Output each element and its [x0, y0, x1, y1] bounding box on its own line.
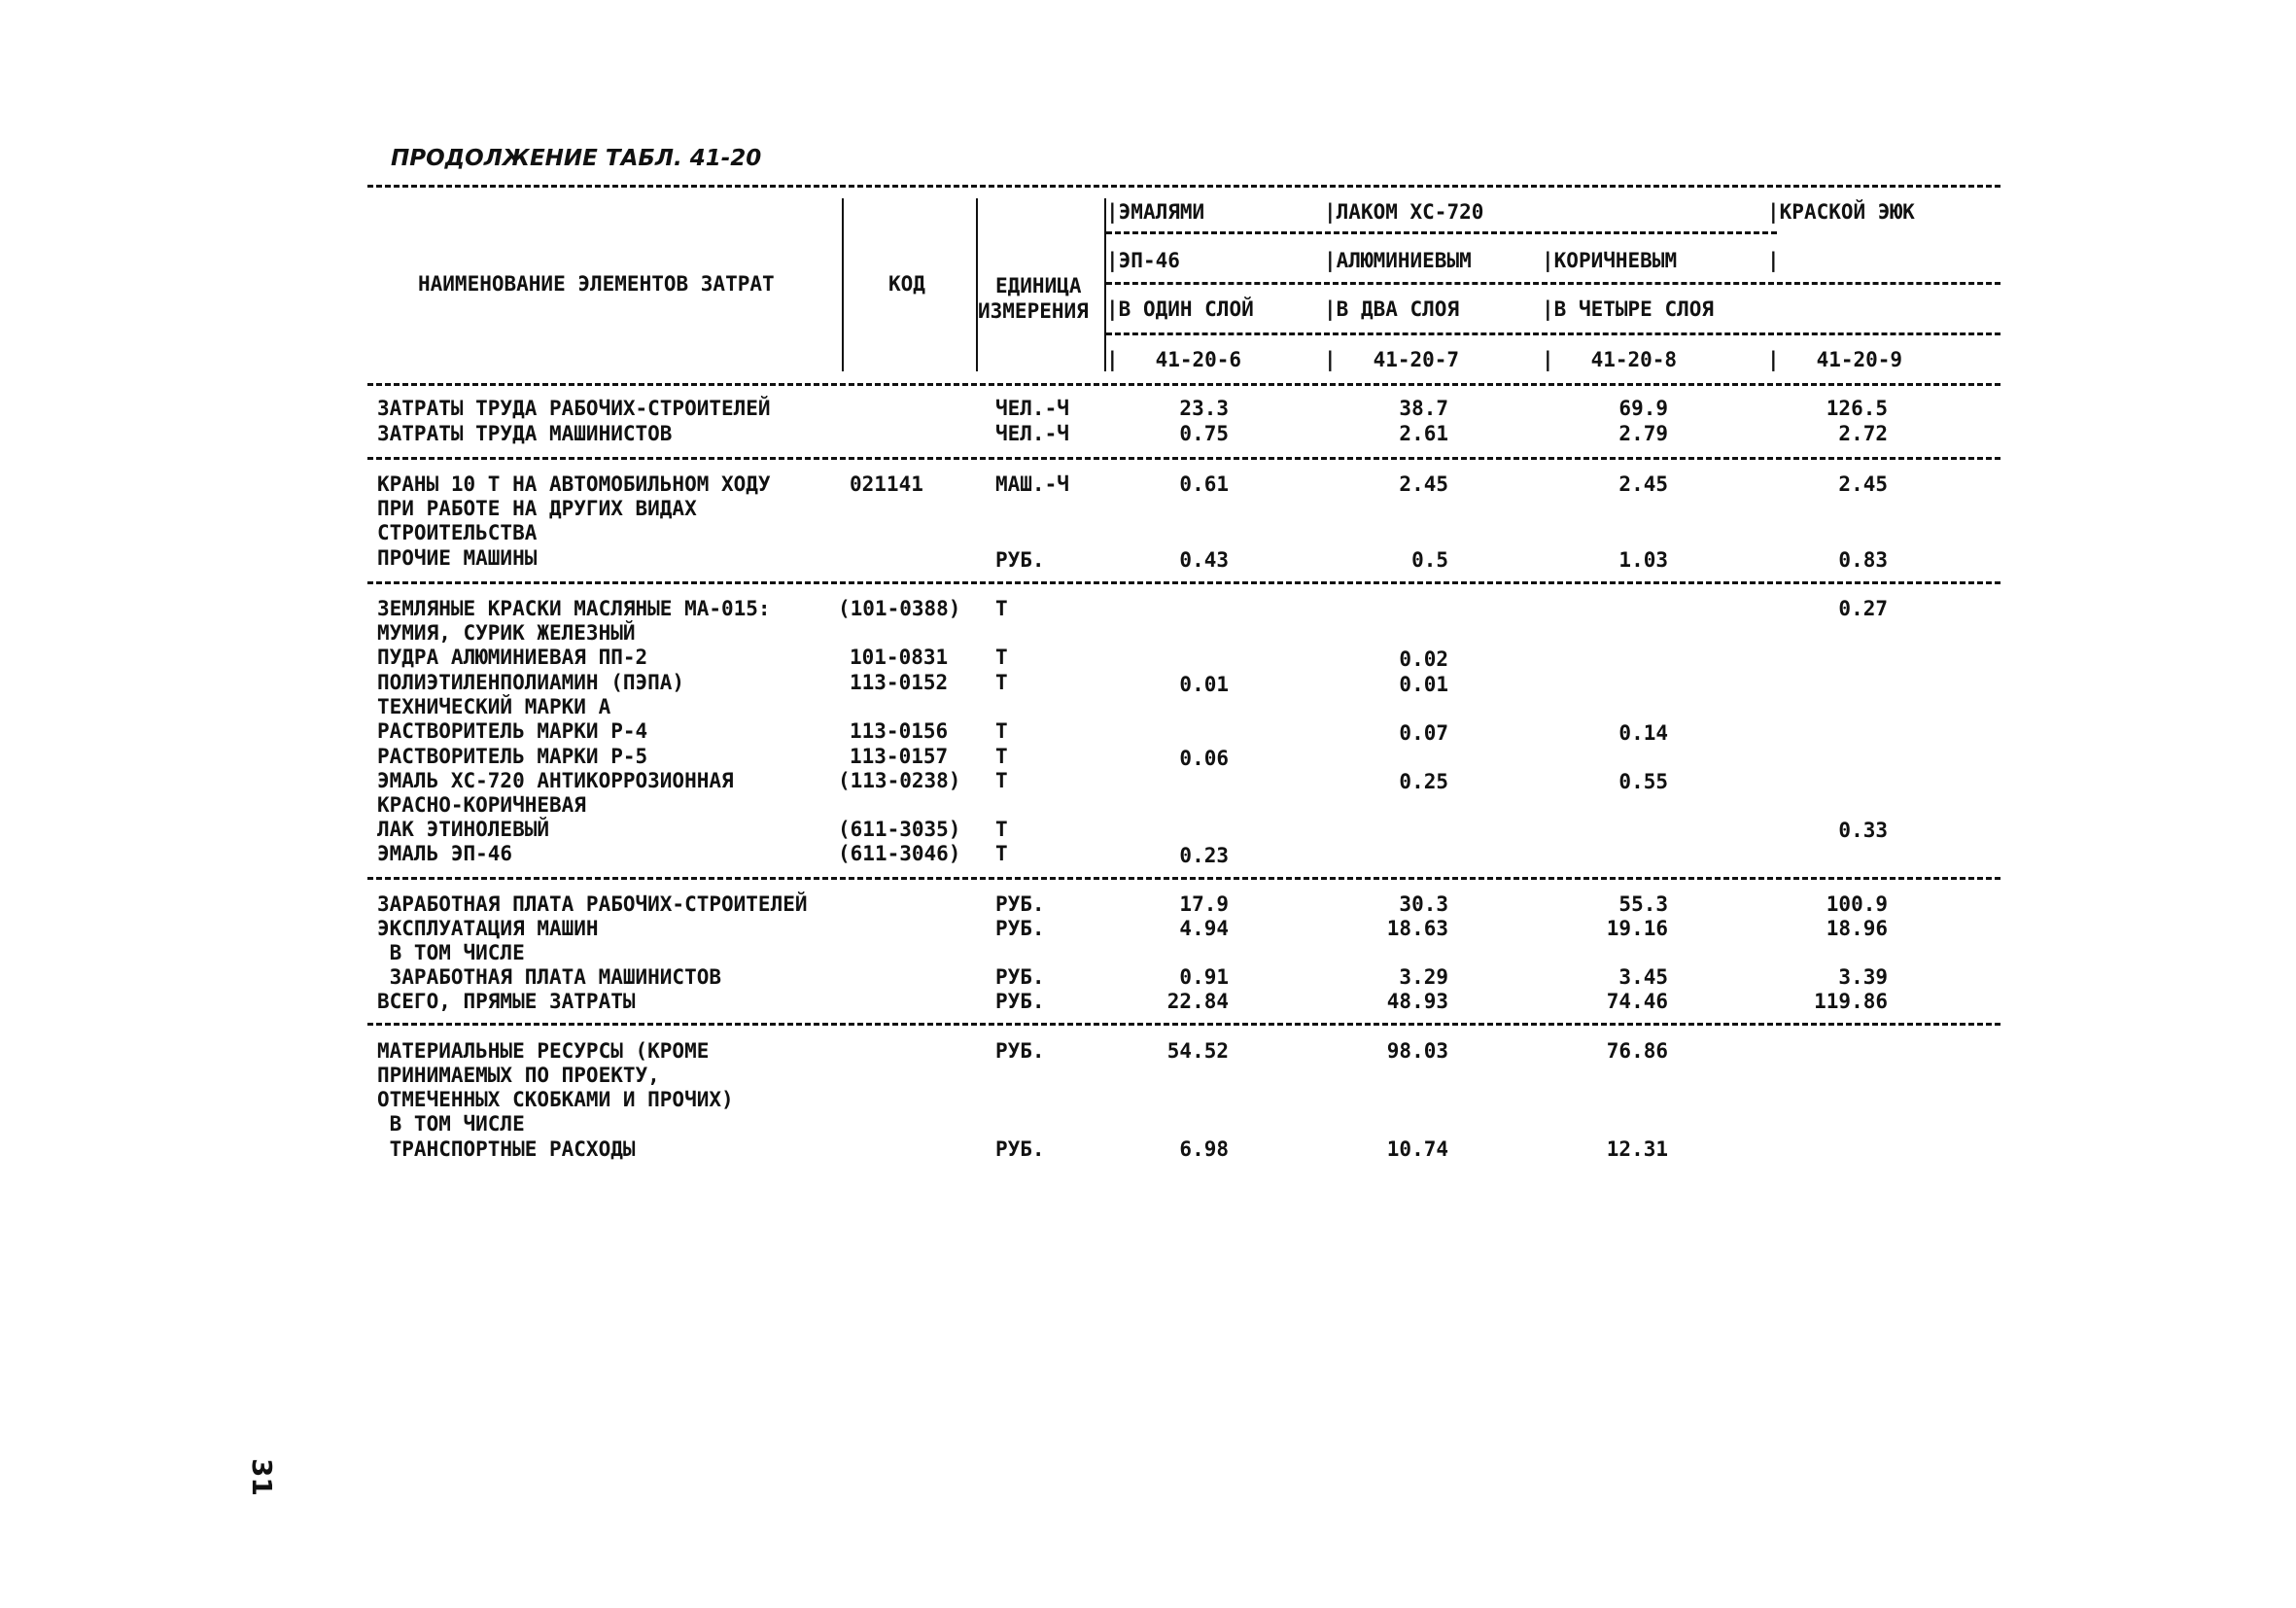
row-value-1: 54.52: [1166, 1039, 1229, 1063]
row-code: 113-0156: [850, 719, 949, 743]
header-sub-brown: |КОРИЧНЕВЫМ: [1542, 249, 1678, 272]
row-code: (101-0388): [838, 597, 961, 620]
row-value-3: 0.14: [1618, 721, 1668, 745]
row-code: (113-0238): [838, 769, 961, 792]
row-value-1: 0.01: [1179, 673, 1229, 696]
row-value-1: 0.43: [1179, 548, 1229, 572]
row-name: МУМИЯ, СУРИК ЖЕЛЕЗНЫЙ: [377, 621, 636, 645]
row-value-2: 2.45: [1399, 472, 1448, 496]
vline-code-left: [842, 198, 844, 371]
row-code: 101-0831: [850, 646, 949, 669]
row-name: ЗАТРАТЫ ТРУДА РАБОЧИХ-СТРОИТЕЛЕЙ: [377, 397, 771, 420]
vline-code-right: [976, 198, 978, 371]
row-value-1: 0.91: [1179, 965, 1229, 989]
rule-header-3: [1106, 332, 2000, 335]
row-value-2: 98.03: [1386, 1039, 1448, 1063]
header-layer-one: |В ОДИН СЛОЙ: [1106, 297, 1254, 321]
row-value-3: 0.55: [1618, 770, 1668, 793]
row-value-4: 2.45: [1838, 472, 1888, 496]
rule-section-1: [367, 457, 2000, 460]
row-unit: РУБ.: [995, 1039, 1045, 1063]
row-value-4: 126.5: [1826, 397, 1888, 420]
row-name: ПУДРА АЛЮМИНИЕВАЯ ПП-2: [377, 646, 648, 669]
row-unit: РУБ.: [995, 917, 1045, 940]
row-name: ЗАТРАТЫ ТРУДА МАШИНИСТОВ: [377, 422, 673, 445]
rule-section-3: [367, 877, 2000, 880]
header-unit-1: ЕДИНИЦА: [995, 274, 1082, 297]
row-name: КРАНЫ 10 Т НА АВТОМОБИЛЬНОМ ХОДУ: [377, 472, 771, 496]
row-value-3: 69.9: [1618, 397, 1668, 420]
table-caption: ПРОДОЛЖЕНИЕ ТАБЛ. 41-20: [391, 146, 762, 171]
row-unit: ЧЕЛ.-Ч: [995, 397, 1069, 420]
header-code-4: | 41-20-9: [1767, 348, 1903, 371]
row-value-3: 3.45: [1618, 965, 1668, 989]
row-value-2: 30.3: [1399, 892, 1448, 916]
row-unit: ЧЕЛ.-Ч: [995, 422, 1069, 445]
row-name: РАСТВОРИТЕЛЬ МАРКИ Р-5: [377, 745, 648, 768]
vline-unit-right: [1104, 198, 1106, 371]
row-name: В ТОМ ЧИСЛЕ: [377, 941, 525, 964]
row-name: МАТЕРИАЛЬНЫЕ РЕСУРСЫ (КРОМЕ: [377, 1039, 710, 1063]
row-value-3: 55.3: [1618, 892, 1668, 916]
row-value-1: 22.84: [1166, 990, 1229, 1013]
row-value-1: 0.61: [1179, 472, 1229, 496]
header-layer-two: |В ДВА СЛОЯ: [1324, 297, 1460, 321]
row-value-4: 3.39: [1838, 965, 1888, 989]
row-unit: Т: [995, 671, 1008, 694]
row-name: ЭКСПЛУАТАЦИЯ МАШИН: [377, 917, 599, 940]
row-name: ТРАНСПОРТНЫЕ РАСХОДЫ: [377, 1137, 636, 1161]
header-sub-aluminum: |АЛЮМИНИЕВЫМ: [1324, 249, 1472, 272]
row-name: ПРИНИМАЕМЫХ ПО ПРОЕКТУ,: [377, 1064, 660, 1087]
row-unit: Т: [995, 818, 1008, 841]
row-value-4: 119.86: [1814, 990, 1888, 1013]
row-name: ПРОЧИЕ МАШИНЫ: [377, 546, 538, 570]
row-name: ВСЕГО, ПРЯМЫЕ ЗАТРАТЫ: [377, 990, 636, 1013]
row-value-1: 0.06: [1179, 747, 1229, 770]
row-name: КРАСНО-КОРИЧНЕВАЯ: [377, 793, 586, 817]
row-unit: Т: [995, 769, 1008, 792]
row-value-2: 18.63: [1386, 917, 1448, 940]
row-unit: Т: [995, 646, 1008, 669]
row-name: ОТМЕЧЕННЫХ СКОБКАМИ И ПРОЧИХ): [377, 1088, 734, 1111]
row-name: РАСТВОРИТЕЛЬ МАРКИ Р-4: [377, 719, 648, 743]
header-code: КОД: [888, 272, 925, 296]
header-name: НАИМЕНОВАНИЕ ЭЛЕМЕНТОВ ЗАТРАТ: [418, 272, 775, 296]
row-name: В ТОМ ЧИСЛЕ: [377, 1112, 525, 1136]
rule-header-1: [1106, 231, 1777, 234]
row-unit: Т: [995, 719, 1008, 743]
header-code-1: | 41-20-6: [1106, 348, 1242, 371]
row-name: ЗАРАБОТНАЯ ПЛАТА МАШИНИСТОВ: [377, 965, 722, 989]
row-name: ЗЕМЛЯНЫЕ КРАСКИ МАСЛЯНЫЕ МА-015:: [377, 597, 771, 620]
row-value-4: 18.96: [1826, 917, 1888, 940]
row-name: ПРИ РАБОТЕ НА ДРУГИХ ВИДАХ: [377, 497, 697, 520]
row-name: ПОЛИЭТИЛЕНПОЛИАМИН (ПЭПА): [377, 671, 685, 694]
row-unit: РУБ.: [995, 892, 1045, 916]
row-code: 021141: [850, 472, 923, 496]
rule-header-bottom: [367, 383, 2000, 386]
header-sub-empty: |: [1767, 249, 1780, 272]
row-value-3: 19.16: [1606, 917, 1668, 940]
row-value-2: 0.01: [1399, 673, 1448, 696]
row-value-4: 2.72: [1838, 422, 1888, 445]
row-name: ЛАК ЭТИНОЛЕВЫЙ: [377, 818, 550, 841]
row-name: ЗАРАБОТНАЯ ПЛАТА РАБОЧИХ-СТРОИТЕЛЕЙ: [377, 892, 808, 916]
row-value-4: 0.33: [1838, 819, 1888, 842]
row-code: 113-0157: [850, 745, 949, 768]
row-value-2: 2.61: [1399, 422, 1448, 445]
header-code-2: | 41-20-7: [1324, 348, 1460, 371]
row-name: СТРОИТЕЛЬСТВА: [377, 521, 538, 544]
page-number: 31: [246, 1458, 278, 1496]
rule-top: [367, 185, 2000, 188]
row-value-3: 12.31: [1606, 1137, 1668, 1161]
row-value-4: 0.27: [1838, 597, 1888, 620]
row-value-3: 76.86: [1606, 1039, 1668, 1063]
row-code: (611-3035): [838, 818, 961, 841]
row-value-2: 48.93: [1386, 990, 1448, 1013]
row-unit: РУБ.: [995, 990, 1045, 1013]
header-group-lacquer: |ЛАКОМ ХС-720: [1324, 200, 1484, 224]
row-value-2: 0.07: [1399, 721, 1448, 745]
row-code: 113-0152: [850, 671, 949, 694]
row-name: ТЕХНИЧЕСКИЙ МАРКИ А: [377, 695, 611, 718]
header-sub-ep46: |ЭП-46: [1106, 249, 1180, 272]
row-value-1: 4.94: [1179, 917, 1229, 940]
row-value-4: 0.83: [1838, 548, 1888, 572]
header-code-3: | 41-20-8: [1542, 348, 1678, 371]
row-value-2: 38.7: [1399, 397, 1448, 420]
row-unit: Т: [995, 597, 1008, 620]
rule-section-4: [367, 1023, 2000, 1026]
row-value-1: 17.9: [1179, 892, 1229, 916]
rule-header-2: [1106, 282, 2000, 285]
row-value-2: 0.02: [1399, 647, 1448, 671]
row-unit: Т: [995, 842, 1008, 865]
row-unit: МАШ.-Ч: [995, 472, 1069, 496]
header-layer-four: |В ЧЕТЫРЕ СЛОЯ: [1542, 297, 1715, 321]
row-value-2: 0.5: [1411, 548, 1448, 572]
row-value-1: 0.23: [1179, 844, 1229, 867]
row-unit: РУБ.: [995, 548, 1045, 572]
row-value-3: 1.03: [1618, 548, 1668, 572]
row-value-2: 0.25: [1399, 770, 1448, 793]
row-name: ЭМАЛЬ ХС-720 АНТИКОРРОЗИОННАЯ: [377, 769, 734, 792]
header-group-paint: |КРАСКОЙ ЭЮК: [1767, 200, 1915, 224]
header-unit-2: ИЗМЕРЕНИЯ: [978, 299, 1089, 323]
row-unit: Т: [995, 745, 1008, 768]
row-code: (611-3046): [838, 842, 961, 865]
header-group-enamel: |ЭМАЛЯМИ: [1106, 200, 1205, 224]
row-value-1: 0.75: [1179, 422, 1229, 445]
row-name: ЭМАЛЬ ЭП-46: [377, 842, 513, 865]
row-value-3: 2.45: [1618, 472, 1668, 496]
row-value-3: 2.79: [1618, 422, 1668, 445]
row-value-1: 6.98: [1179, 1137, 1229, 1161]
row-unit: РУБ.: [995, 965, 1045, 989]
row-value-3: 74.46: [1606, 990, 1668, 1013]
row-value-2: 3.29: [1399, 965, 1448, 989]
row-value-4: 100.9: [1826, 892, 1888, 916]
row-unit: РУБ.: [995, 1137, 1045, 1161]
row-value-1: 23.3: [1179, 397, 1229, 420]
rule-section-2: [367, 581, 2000, 584]
row-value-2: 10.74: [1386, 1137, 1448, 1161]
